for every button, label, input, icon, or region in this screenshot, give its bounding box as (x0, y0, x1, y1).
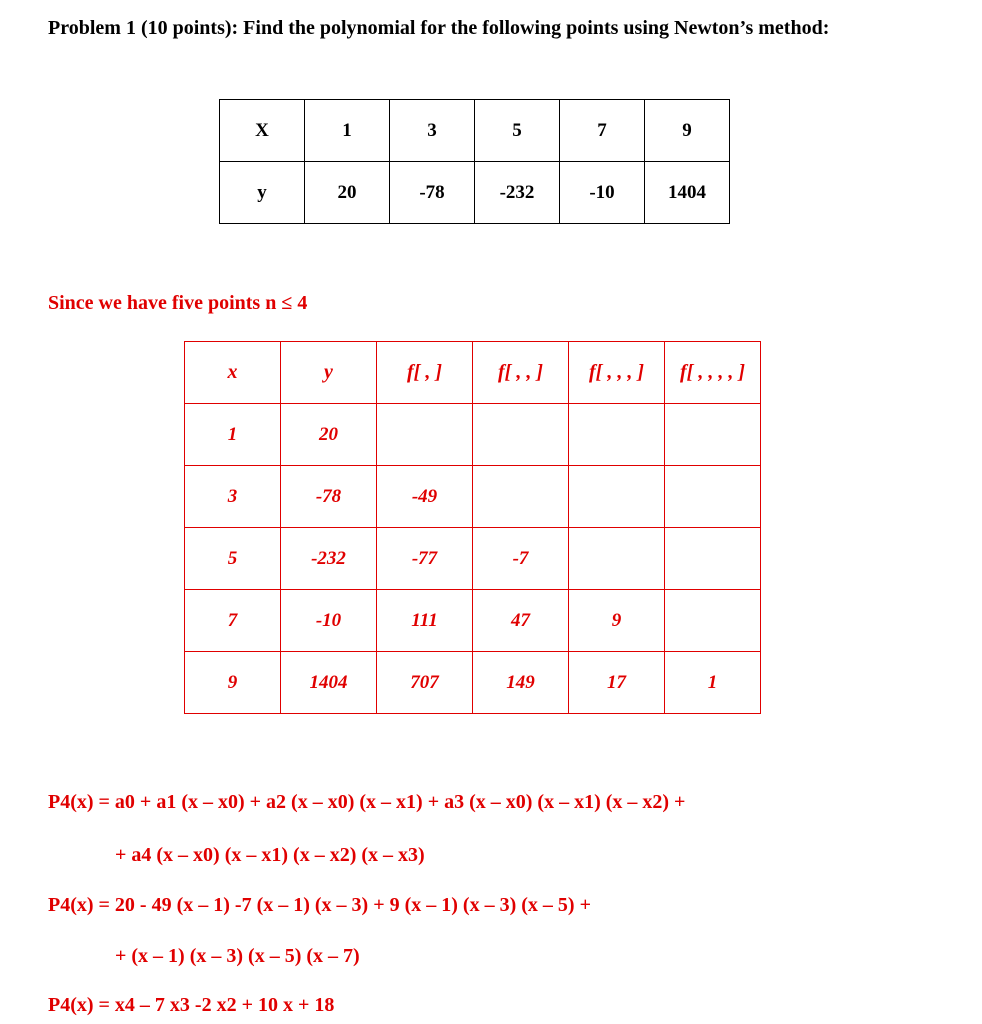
dd-header: f[ , ] (377, 342, 473, 404)
dd-cell: 1 (665, 652, 761, 714)
dd-cell: 3 (185, 466, 281, 528)
general-formula-line1: P4(x) = a0 + a1 (x – x0) + a2 (x – x0) (x – x1) + a3 (x – x0) (x – x1) (x – x2) + (48, 791, 686, 813)
dd-cell: 47 (473, 590, 569, 652)
dd-cell (377, 404, 473, 466)
dd-cell (569, 404, 665, 466)
problem-statement: Problem 1 (10 points): Find the polynomial for the following points using Newton’s method: (48, 17, 830, 39)
y-value: -10 (560, 162, 645, 224)
dd-row (185, 466, 761, 528)
dd-cell (665, 528, 761, 590)
data-points-table (219, 99, 730, 224)
dd-header: f[ , , , , ] (665, 342, 761, 404)
x-value: 7 (560, 100, 645, 162)
dd-cell (665, 590, 761, 652)
dd-cell: -10 (281, 590, 377, 652)
general-formula-line2: + a4 (x – x0) (x – x1) (x – x2) (x – x3) (115, 844, 425, 866)
dd-cell: 7 (185, 590, 281, 652)
substituted-formula-line2: + (x – 1) (x – 3) (x – 5) (x – 7) (115, 945, 360, 967)
dd-cell: 17 (569, 652, 665, 714)
dd-cell: 149 (473, 652, 569, 714)
dd-row (185, 528, 761, 590)
dd-header: x (185, 342, 281, 404)
since-text: Since we have five points n ≤ 4 (48, 292, 308, 314)
dd-cell: -7 (473, 528, 569, 590)
dd-cell: -78 (281, 466, 377, 528)
dd-cell (665, 404, 761, 466)
dd-header: y (281, 342, 377, 404)
dd-row (185, 652, 761, 714)
y-label: y (220, 162, 305, 224)
dd-header: f[ , , ] (473, 342, 569, 404)
dd-cell: 1 (185, 404, 281, 466)
dd-header-row (185, 342, 761, 404)
dd-cell (665, 466, 761, 528)
dd-cell: -77 (377, 528, 473, 590)
dd-cell (473, 466, 569, 528)
dd-row (185, 590, 761, 652)
x-value: 1 (305, 100, 390, 162)
dd-cell: 5 (185, 528, 281, 590)
dd-cell: -232 (281, 528, 377, 590)
x-value: 9 (645, 100, 730, 162)
y-row (220, 162, 730, 224)
dd-row (185, 404, 761, 466)
dd-cell (569, 466, 665, 528)
x-value: 3 (390, 100, 475, 162)
x-label: X (220, 100, 305, 162)
dd-header: f[ , , , ] (569, 342, 665, 404)
dd-cell: 111 (377, 590, 473, 652)
dd-cell: 9 (569, 590, 665, 652)
x-row (220, 100, 730, 162)
y-value: 1404 (645, 162, 730, 224)
dd-cell (473, 404, 569, 466)
dd-cell (569, 528, 665, 590)
divided-differences-table (184, 341, 761, 714)
dd-cell: 707 (377, 652, 473, 714)
y-value: -78 (390, 162, 475, 224)
dd-cell: 1404 (281, 652, 377, 714)
y-value: -232 (475, 162, 560, 224)
dd-cell: 20 (281, 404, 377, 466)
x-value: 5 (475, 100, 560, 162)
substituted-formula-line1: P4(x) = 20 - 49 (x – 1) -7 (x – 1) (x – 3) + 9 (x – 1) (x – 3) (x – 5) + (48, 894, 591, 916)
result-polynomial: P4(x) = x4 – 7 x3 -2 x2 + 10 x + 18 (48, 994, 335, 1016)
dd-cell: -49 (377, 466, 473, 528)
y-value: 20 (305, 162, 390, 224)
dd-cell: 9 (185, 652, 281, 714)
